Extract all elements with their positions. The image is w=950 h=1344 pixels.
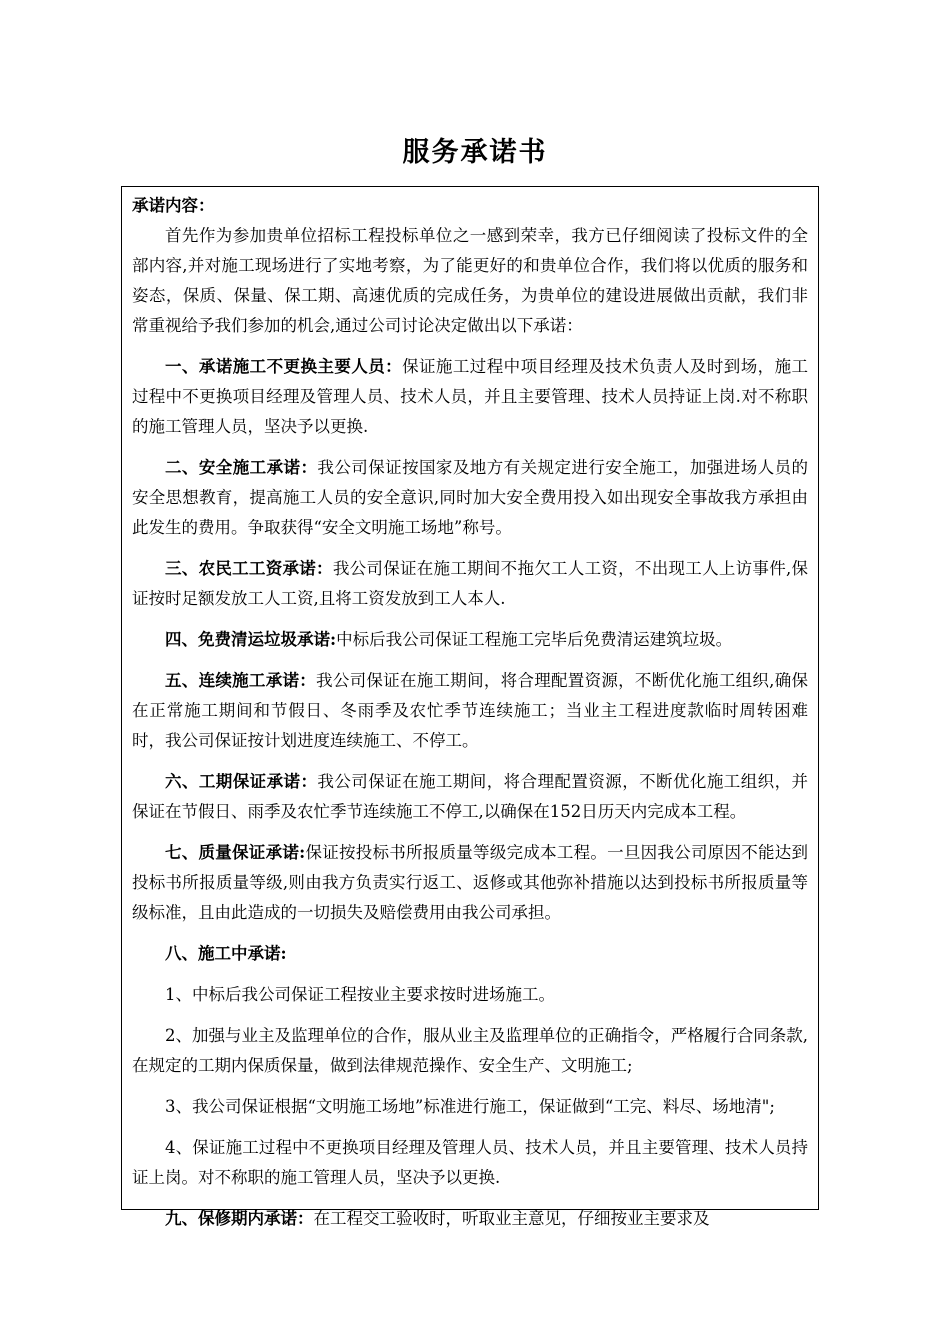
section-text: 我公司保证在施工期间，将合理配置资源，不断优化施工组织，并保证在节假日、雨季及农忙季节连续施工不停工,以确保在152日历天内完成本工程。 [132, 772, 809, 821]
section-heading: 四、免费清运垃圾承诺: [165, 630, 337, 649]
section-heading: 一、承诺施工不更换主要人员： [165, 357, 403, 376]
section-text: 保证施工过程中项目经理及技术负责人及时到场，施工过程中不更换项目经理及管理人员、技术人员，并且主要管理、技术人员持证上岗.对不称职的施工管理人员，坚决予以更换. [132, 357, 809, 436]
intro-paragraph: 首先作为参加贵单位招标工程投标单位之一感到荣幸，我方已仔细阅读了投标文件的全部内容,并对施工现场进行了实地考察，为了能更好的和贵单位合作，我们将以优质的服务和姿态，保质、保量、保工期、高速优质的完成任务，为贵单位的建设进展做出贡献，我们非常重视给予我们参加的机会,通过公司讨论决定做出以下承诺： [132, 226, 808, 335]
section-2 [132, 453, 808, 543]
section-9 [132, 1204, 808, 1234]
section-1 [132, 352, 808, 442]
section-3 [132, 554, 808, 614]
section-text: 中标后我公司保证工程施工完毕后免费清运建筑垃圾。 [336, 630, 733, 649]
section-heading: 三、农民工工资承诺： [165, 559, 333, 578]
section-text: 在工程交工验收时，听取业主意见，仔细按业主要求及 [313, 1209, 710, 1228]
section-heading: 九、保修期内承诺： [165, 1209, 314, 1228]
section-text: 保证按投标书所报质量等级完成本工程。一旦因我公司原因不能达到投标书所报质量等级,则由我方负责实行返工、返修或其他弥补措施以达到投标书所报质量等级标准，且由此造成的一切损失及赔偿费用由我公司承担。 [132, 843, 809, 922]
section-heading: 五、连续施工承诺： [165, 671, 317, 690]
section-heading: 二、安全施工承诺： [165, 458, 318, 477]
commitment-box [121, 186, 819, 1228]
item-4: 4、保证施工过程中不更换项目经理及管理人员、技术人员，并且主要管理、技术人员持证上岗。对不称职的施工管理人员，坚决予以更换. [132, 1138, 808, 1187]
content-label: 承诺内容： [132, 196, 215, 215]
document-title: 服务承诺书 [402, 137, 548, 168]
section-text: 我公司保证在施工期间不拖欠工人工资，不出现工人上访事件,保证按时足额发放工人工资,且将工资发放到工人本人. [132, 559, 809, 608]
section-7 [132, 838, 808, 928]
item-1: 1、中标后我公司保证工程按业主要求按时进场施工。 [165, 985, 555, 1004]
section-8 [132, 939, 808, 969]
item-3: 3、我公司保证根据“文明施工场地”标准进行施工，保证做到“工完、料尽、场地清"; [165, 1097, 775, 1116]
section-heading: 八、施工中承诺: [165, 944, 287, 963]
section-4 [132, 625, 808, 655]
section-text: 我公司保证在施工期间，将合理配置资源，不断优化施工组织,确保在正常施工期间和节假日、冬雨季及农忙季节连续施工；当业主工程进度款临时周转困难时，我公司保证按计划进度连续施工、不停工。 [132, 671, 808, 750]
section-heading: 六、工期保证承诺： [165, 772, 318, 791]
item-2: 2、加强与业主及监理单位的合作，服从业主及监理单位的正确指令，严格履行合同条款,在规定的工期内保质保量，做到法律规范操作、安全生产、文明施工; [132, 1026, 808, 1075]
section-6 [132, 767, 808, 827]
section-heading: 七、质量保证承诺: [165, 843, 306, 862]
section-5 [132, 666, 808, 756]
section-text: 我公司保证按国家及地方有关规定进行安全施工，加强进场人员的安全思想教育，提高施工人员的安全意识,同时加大安全费用投入如出现安全事故我方承担由此发生的费用。争取获得“安全文明施工场地”称号。 [132, 458, 809, 537]
